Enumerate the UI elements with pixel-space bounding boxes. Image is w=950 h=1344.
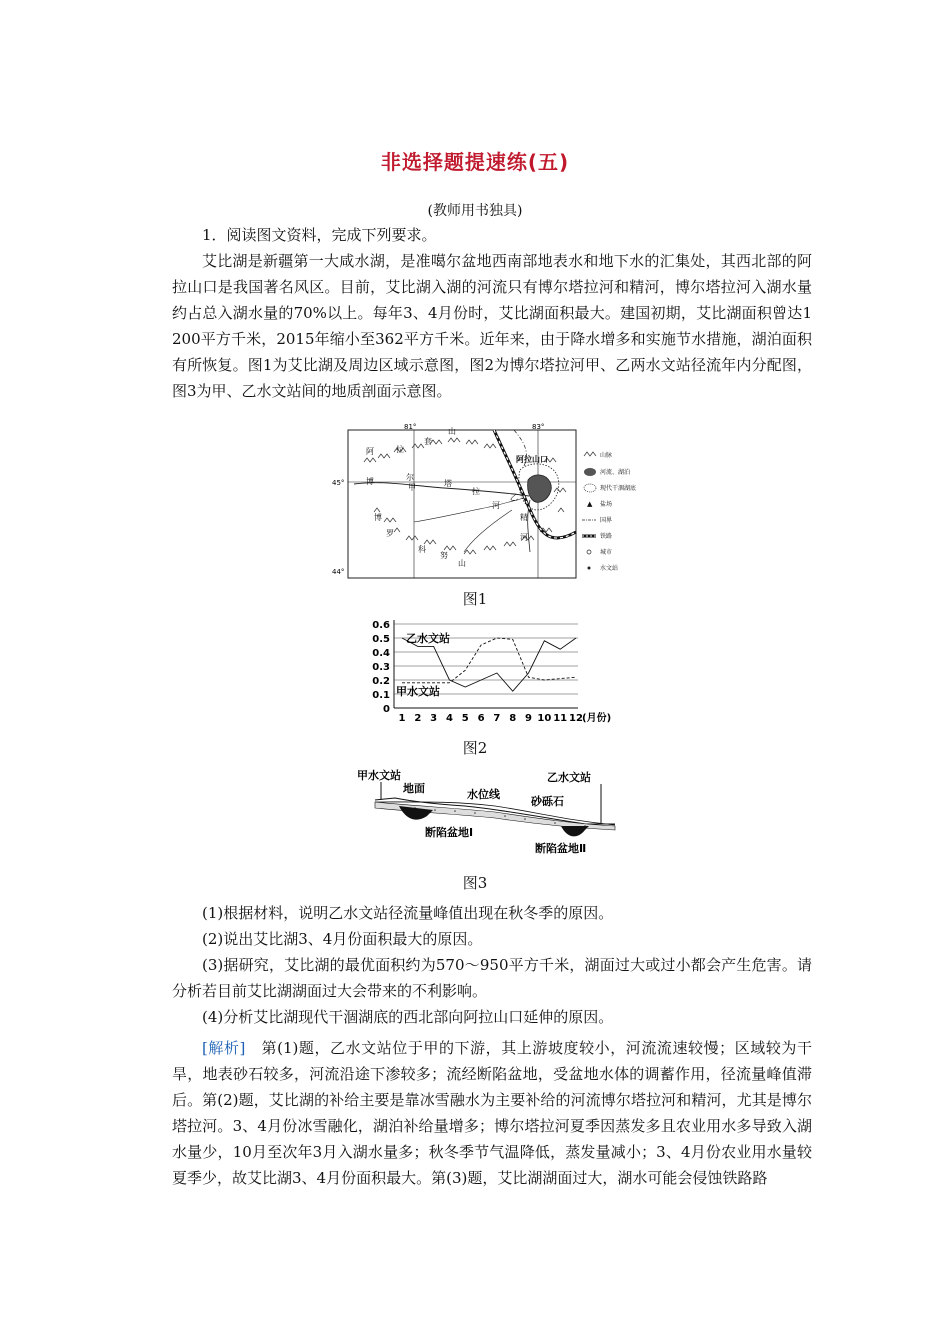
question-item: (2)说出艾比湖3、4月份面积最大的原因。 xyxy=(202,930,483,948)
y-tick-label: 0.2 xyxy=(372,676,390,687)
figure3-caption: 图3 xyxy=(462,874,488,892)
question-item: (3)据研究，艾比湖的最优面积约为570～950平方千米，湖面过大或过小都会产生危害。请分析若目前艾比湖湖面过大会带来的不利影响。 xyxy=(172,956,812,1000)
basin2-shape xyxy=(561,826,589,836)
y-tick-label: 0.1 xyxy=(372,690,390,701)
y-tick-label: 0.5 xyxy=(372,634,390,645)
map-label: 拉 xyxy=(396,445,404,454)
station-a-label: 甲水文站 xyxy=(357,769,401,782)
analysis-text: 第(1)题，乙水文站位于甲的下游，其上游坡度较小，河流流速较慢；区域较为干旱，地表砂石较多，河流沿途下渗较多；流经断陷盆地，受盆地水体的调蓄作用，径流量峰值滞后。第(2)题，艾比湖的补给主要是靠冰雪融水为主要补给的河流博尔塔拉河和精河，尤其是博尔塔拉河。3、4月份冰雪融化，湖泊补给量增多；博尔塔拉河夏季因蒸发多且农业用水多导致入湖水量少，10月至次年3月入湖水量多；秋冬季节气温降低，蒸发量减小；3、4月份农业用水量较夏季少，故艾比湖3、4月份面积最大。第(3)题，艾比湖湖面过大，湖水可能会侵蚀铁路路 xyxy=(172,1039,812,1187)
gravel-label: 砂砾石 xyxy=(531,795,564,808)
map-label: 博 xyxy=(366,477,374,486)
x-tick-label: 9 xyxy=(525,713,533,724)
x-axis-label: (月份) xyxy=(582,713,612,724)
lat-label-1: 45° xyxy=(332,479,345,487)
map-label: 乙 xyxy=(510,493,518,502)
series-label: 甲水文站 xyxy=(396,685,440,699)
map-label: 博 xyxy=(374,513,382,522)
map-label: 精 xyxy=(520,513,528,522)
svg-text:现代干涸湖底: 现代干涸湖底 xyxy=(600,485,637,492)
svg-text:盐场: 盐场 xyxy=(600,501,613,508)
svg-text:铁路: 铁路 xyxy=(600,533,613,540)
station-b-label: 乙水文站 xyxy=(547,771,591,784)
svg-text:城市: 城市 xyxy=(600,549,613,556)
page-title: 非选择题提速练(五) xyxy=(380,150,570,174)
x-tick-label: 4 xyxy=(445,713,453,724)
map-label: 罗 xyxy=(386,529,394,538)
x-tick-label: 10 xyxy=(537,713,552,724)
x-tick-label: 6 xyxy=(477,713,485,724)
figure1-caption: 图1 xyxy=(462,590,488,608)
x-tick-label: 8 xyxy=(509,713,517,724)
question-item: (1)根据材料，说明乙水文站径流量峰值出现在秋冬季的原因。 xyxy=(202,904,614,922)
series-label: 乙水文站 xyxy=(406,632,450,645)
x-tick-label: 12 xyxy=(569,713,583,724)
x-tick-label: 7 xyxy=(493,713,501,724)
figure1-map xyxy=(332,422,637,582)
x-tick-label: 5 xyxy=(461,713,469,724)
x-tick-label: 11 xyxy=(553,713,568,724)
map-legend xyxy=(582,451,636,572)
map-label: 甲 xyxy=(408,483,416,492)
analysis-tag: [解析] xyxy=(202,1039,246,1057)
map-label: 阿 xyxy=(366,447,374,456)
figure2-caption: 图2 xyxy=(462,739,488,757)
map-label: 山 xyxy=(448,427,456,436)
x-tick-label: 3 xyxy=(430,713,438,724)
svg-text:▲: ▲ xyxy=(587,500,593,508)
x-tick-label: 2 xyxy=(414,713,422,724)
question-intro: 1．阅读图文资料，完成下列要求。 xyxy=(202,226,437,244)
svg-text:水文站: 水文站 xyxy=(600,565,619,572)
map-label: 河 xyxy=(520,533,528,542)
questions-list xyxy=(172,900,812,1030)
map-label: 塔 xyxy=(444,479,452,488)
map-label: 科 xyxy=(418,545,426,554)
lat-label-2: 44° xyxy=(332,568,345,576)
water-line-label: 水位线 xyxy=(467,788,500,801)
map-label: 套 xyxy=(424,437,432,446)
map-label: 河 xyxy=(492,501,500,510)
y-tick-label: 0.4 xyxy=(372,648,390,659)
basin2-label: 断陷盆地Ⅱ xyxy=(535,842,587,855)
y-tick-label: 0.3 xyxy=(372,662,390,673)
svg-text:河流、湖泊: 河流、湖泊 xyxy=(600,469,631,476)
analysis-paragraph xyxy=(172,1035,812,1191)
map-label: 阿拉山口 xyxy=(516,455,548,464)
svg-text:国界: 国界 xyxy=(600,517,613,524)
y-tick-label: 0 xyxy=(383,704,390,715)
ground-label: 地面 xyxy=(403,782,425,795)
question-item: (4)分析艾比湖现代干涸湖底的西北部向阿拉山口延伸的原因。 xyxy=(202,1008,614,1026)
y-tick-label: 0.6 xyxy=(372,620,390,631)
figure3-profile xyxy=(355,768,625,863)
x-tick-label: 1 xyxy=(398,713,406,724)
lon-label-1: 81° xyxy=(404,423,417,431)
page-subtitle: (教师用书独具) xyxy=(427,203,523,219)
material-paragraph: 艾比湖是新疆第一大咸水湖，是准噶尔盆地西南部地表水和地下水的汇集处，其西北部的阿拉山口是我国著名风区。目前，艾比湖入湖的河流只有博尔塔拉河和精河，博尔塔拉河入湖水量约占总入湖水量的70%以上。每年3、4月份时，艾比湖面积最大。建国初期，艾比湖面积曾达1 200平方千米，2015年缩小至362平方千米。近年来，由于降水增多和实施节水措施，湖泊面积有所恢复。图1为艾比湖及周边区域示意图，图2为博尔塔拉河甲、乙两水文站径流年内分配图，图3为甲、乙水文站间的地质剖面示意图。 xyxy=(172,252,812,400)
svg-text:山脉: 山脉 xyxy=(600,452,613,459)
basin1-label: 断陷盆地Ⅰ xyxy=(425,826,474,839)
map-label: 山 xyxy=(458,559,466,568)
figure2-chart xyxy=(360,614,610,730)
lon-label-2: 83° xyxy=(532,423,545,431)
map-label: 拉 xyxy=(472,487,480,496)
map-label: 尔 xyxy=(406,473,414,482)
map-label: 努 xyxy=(440,551,448,560)
